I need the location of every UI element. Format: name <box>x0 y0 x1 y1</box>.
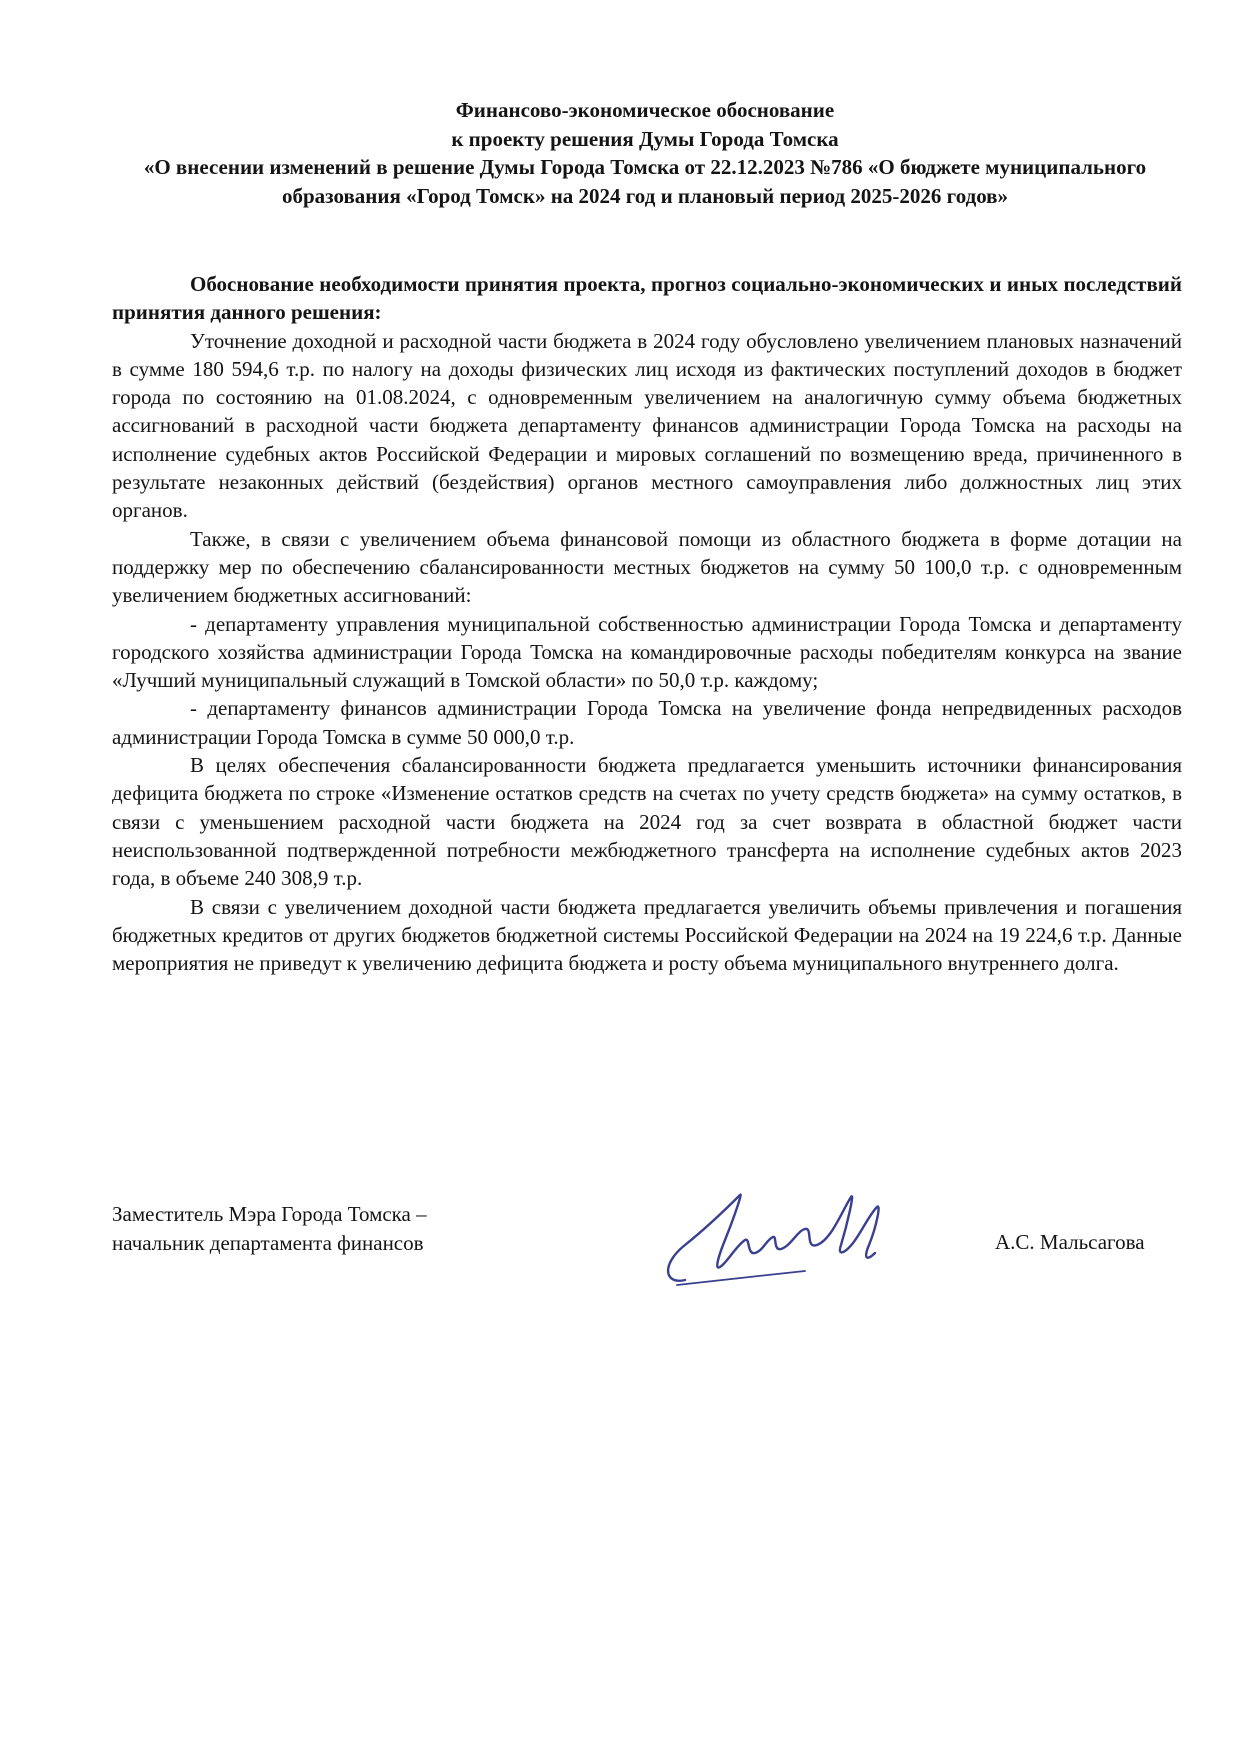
heading-line-2: к проекту решения Думы Города Томска <box>451 126 839 151</box>
signer-name: А.С. Мальсагова <box>995 1230 1145 1254</box>
paragraph-2: Также, в связи с увеличением объема финансовой помощи из областного бюджета в форме дотации на поддержку мер по обеспечению сбалансированности местных бюджетов на сумму 50 100,0 т.р. с одновременным увеличением бюджетных ассигнований: <box>112 526 1182 608</box>
section-title: Обоснование необходимости принятия проекта, прогноз социально-экономических и иных последствий принятия данного решения: <box>112 272 1182 325</box>
paragraph-4: - департаменту финансов администрации Города Томска на увеличение фонда непредвиденных расходов администрации Города Томска в сумме 50 000,0 т.р. <box>112 696 1182 749</box>
handwritten-signature <box>655 1185 945 1295</box>
paragraph-1: Уточнение доходной и расходной части бюджета в 2024 году обусловлено увеличением плановых назначений в сумме 180 594,6 т.р. по налогу на доходы физических лиц исходя из фактических поступлений доходов в бюджет города по состоянию на 01.08.2024, с одновременным увеличением на аналогичную сумму объема бюджетных ассигнований в расходной части бюджета департаменту финансов администрации Города Томска на расходы на исполнение судебных актов Российской Федерации и мировых соглашений по возмещению вреда, причиненного в результате незаконных действий (бездействия) органов местного самоуправления либо должностных лиц этих органов. <box>112 328 1182 523</box>
paragraph-6: В связи с увеличением доходной части бюджета предлагается увеличить объемы привлечения и погашения бюджетных кредитов от других бюджетов бюджетной системы Российской Федерации на 2024 на 19 224,6 т.р. Данные мероприятия не приведут к увеличению дефицита бюджета и росту объема муниципального внутреннего долга. <box>112 894 1182 976</box>
signer-position-line-1: Заместитель Мэра Города Томска – <box>112 1202 427 1226</box>
heading-line-3: «О внесении изменений в решение Думы Города Томска от 22.12.2023 №786 «О бюджете муниципального образования «Город Томск» на 2024 год и плановый период 2025-2026 годов» <box>143 155 1147 208</box>
paragraph-3: - департаменту управления муниципальной собственностью администрации Города Томска и департаменту городского хозяйства администрации Города Томска на командировочные расходы победителям конкурса на звание «Лучший муниципальный служащий в Томской области» по 50,0 т.р. каждому; <box>112 611 1182 693</box>
signature-stroke-underline <box>677 1271 805 1285</box>
document-heading <box>110 96 1180 210</box>
signer-position <box>112 1200 427 1258</box>
paragraph-5: В целях обеспечения сбалансированности бюджета предлагается уменьшить источники финансирования дефицита бюджета по строке «Изменение остатков средств на счетах по учету средств бюджета» на сумму остатков, в связи с уменьшением расходной части бюджета на 2024 год за счет возврата в областной бюджет части неиспользованной подтвержденной потребности межбюджетного трансферта на исполнение судебных актов 2023 года, в объеме 240 308,9 т.р. <box>112 753 1182 891</box>
document-body <box>112 270 1182 977</box>
heading-line-1: Финансово-экономическое обоснование <box>455 98 835 122</box>
signer-position-line-2: начальник департамента финансов <box>112 1231 424 1255</box>
signature-stroke-main <box>668 1195 878 1281</box>
